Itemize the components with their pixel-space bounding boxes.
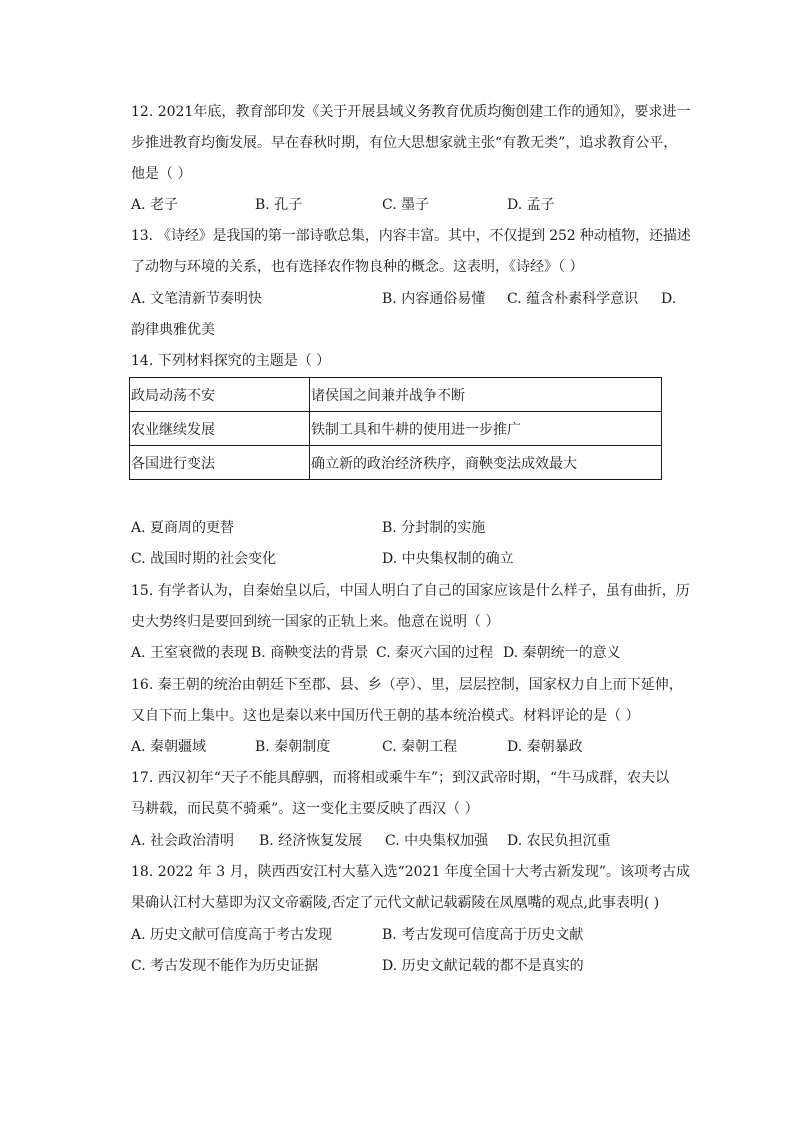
question-13-option-d-text: 韵律典雅优美 bbox=[131, 322, 215, 338]
question-12-options bbox=[131, 195, 691, 215]
option-c: C. 秦灭六国的过程 bbox=[376, 645, 494, 661]
option-b: B. 商鞅变法的背景 bbox=[251, 645, 369, 661]
question-16-line-1: 16. 秦王朝的统治由朝廷下至郡、县、乡（亭）、里，层层控制，国家权力自上而下延伸， bbox=[131, 677, 683, 693]
table-cell: 铁制工具和牛耕的使用进一步推广 bbox=[310, 412, 662, 446]
option-b: B. 秦朝制度 bbox=[255, 739, 331, 755]
option-d: D. 中央集权制的确立 bbox=[382, 551, 514, 567]
table-cell: 各国进行变法 bbox=[130, 446, 310, 480]
table-cell: 农业继续发展 bbox=[130, 412, 310, 446]
question-13-options bbox=[131, 289, 691, 309]
option-b: B. 内容通俗易懂 bbox=[382, 291, 486, 307]
option-d: D. bbox=[661, 291, 677, 307]
question-18-options-row-1 bbox=[131, 925, 691, 945]
option-c: C. 蕴含朴素科学意识 bbox=[507, 291, 639, 307]
option-a: A. 秦朝疆域 bbox=[131, 739, 207, 755]
option-d: D. 秦朝统一的意义 bbox=[503, 645, 621, 661]
option-d: D. 农民负担沉重 bbox=[507, 833, 611, 849]
option-b: B. 考古发现可信度高于历史文献 bbox=[382, 927, 584, 943]
question-17-line-2: 马耕载，而民莫不骑乘”。这一变化主要反映了西汉（ ） bbox=[131, 801, 479, 817]
question-17-options bbox=[131, 831, 691, 851]
table-cell: 诸侯国之间兼并战争不断 bbox=[310, 378, 662, 412]
option-a: A. 夏商周的更替 bbox=[131, 520, 235, 536]
question-18-line-2: 果确认江村大墓即为汉文帝霸陵,否定了元代文献记载霸陵在凤凰嘴的观点,此事表明( ) bbox=[131, 895, 660, 911]
option-d: D. 历史文献记载的都不是真实的 bbox=[382, 958, 584, 974]
option-c: C. 中央集权加强 bbox=[385, 833, 489, 849]
table-row bbox=[130, 412, 662, 446]
question-12-line-2: 步推进教育均衡发展。早在春秋时期，有位大思想家就主张“有教无类”，追求教育公平， bbox=[131, 135, 678, 151]
table-row bbox=[130, 378, 662, 412]
option-d: D. 秦朝暴政 bbox=[507, 739, 583, 755]
option-d: D. 孟子 bbox=[507, 197, 555, 213]
question-12-line-3: 他是（ ） bbox=[131, 166, 192, 182]
question-15-line-2: 史大势终归是要回到统一国家的正轨上来。他意在说明（ ） bbox=[131, 614, 500, 630]
material-table bbox=[129, 377, 662, 480]
question-18-options-row-2 bbox=[131, 956, 691, 976]
question-17-line-1: 17. 西汉初年“天子不能具醇驷，而将相或乘牛车”；到汉武帝时期，“牛马成群，农夫以 bbox=[131, 770, 670, 786]
question-16-line-2: 又自下而上集中。这也是秦以来中国历代王朝的基本统治模式。材料评论的是（ ） bbox=[131, 708, 640, 724]
question-15-options bbox=[131, 643, 691, 663]
question-16-options bbox=[131, 737, 691, 757]
option-a: A. 历史文献可信度高于考古发现 bbox=[131, 927, 333, 943]
question-13-line-1: 13. 《诗经》是我国的第一部诗歌总集，内容丰富。其中，不仅提到 252 种动植物，还描述 bbox=[131, 228, 691, 244]
option-c: C. 考古发现不能作为历史证据 bbox=[131, 958, 319, 974]
option-a: A. 社会政治清明 bbox=[131, 833, 235, 849]
question-14-options-row-2 bbox=[131, 549, 691, 569]
table-row bbox=[130, 446, 662, 480]
option-a: A. 老子 bbox=[131, 197, 179, 213]
option-b: B. 分封制的实施 bbox=[382, 520, 486, 536]
table-cell: 确立新的政治经济秩序，商鞅变法成效最大 bbox=[310, 446, 662, 480]
option-b: B. 孔子 bbox=[255, 197, 303, 213]
question-14-options-row-1 bbox=[131, 518, 691, 538]
option-c: C. 战国时期的社会变化 bbox=[131, 551, 277, 567]
option-a: A. 王室衰微的表现 bbox=[131, 645, 249, 661]
option-c: C. 秦朝工程 bbox=[382, 739, 458, 755]
question-12-line-1: 12. 2021年底，教育部印发《关于开展县域义务教育优质均衡创建工作的通知》，要求进一 bbox=[131, 104, 691, 120]
option-b: B. 经济恢复发展 bbox=[259, 833, 363, 849]
question-15-line-1: 15. 有学者认为，自秦始皇以后，中国人明白了自己的国家应该是什么样子，虽有曲折，历 bbox=[131, 583, 690, 599]
question-13-line-2: 了动物与环境的关系，也有选择农作物良种的概念。这表明，《诗经》（ ） bbox=[131, 259, 584, 275]
question-18-line-1: 18. 2022 年 3 月，陕西西安江村大墓入选“2021 年度全国十大考古新发现”。该项考古成 bbox=[131, 864, 690, 880]
option-c: C. 墨子 bbox=[382, 197, 430, 213]
table-cell: 政局动荡不安 bbox=[130, 378, 310, 412]
question-14-line-1: 14. 下列材料探究的主题是（ ） bbox=[131, 353, 331, 369]
option-a: A. 文笔清新节奏明快 bbox=[131, 291, 263, 307]
